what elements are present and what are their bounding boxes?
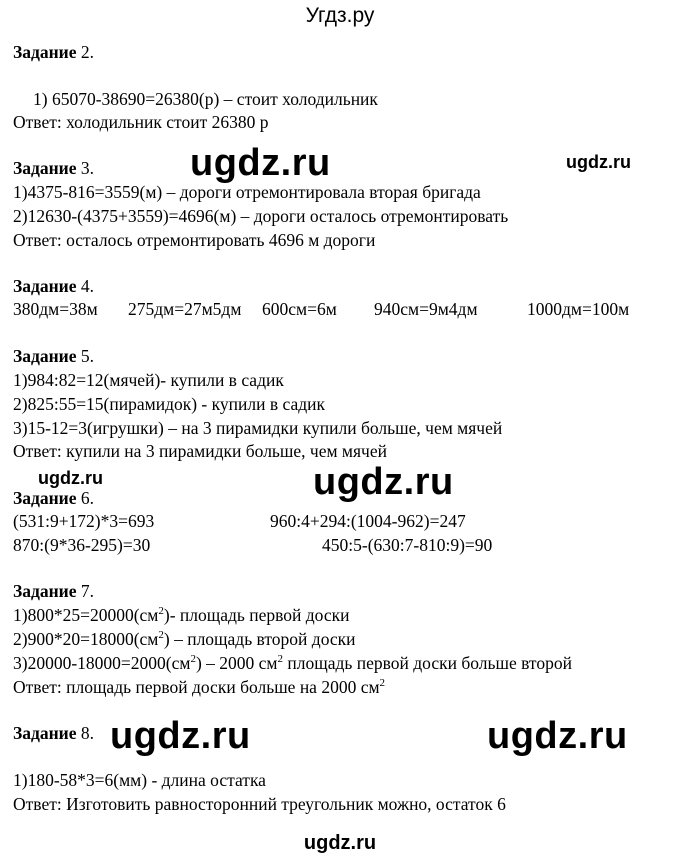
task6-expression-c: 870:(9*36-295)=30 [13,535,151,555]
task4-conversion-3: 600см=6м [262,299,337,319]
task6-expression-b: 960:4+294:(1004-962)=247 [270,511,466,531]
watermark-large: ugdz.ru [110,715,251,757]
task6-expression-a: (531:9+172)*3=693 [13,511,155,531]
task7-line3: $3)20000-18000=2000(см^2) - 2000$ $см^2$ площадь первой доски больше второй [13,653,572,673]
task-label: Задание [13,488,77,508]
task4-conversion-2: 275дм=27м5дм [128,299,242,319]
site-title: Угдз.ру [305,4,375,27]
task-number: 2. [76,42,95,62]
task-label: Задание [13,276,77,296]
task3-heading [13,158,94,178]
task5-answer: Ответ: купили на 3 пирамидки больше, чем мячей [13,441,387,461]
task4-conversion-4: 940см=9м4дм [374,299,478,319]
task-number: 6. [76,488,95,508]
task5-line2: 2)825:55=15(пирамидок) - купили в садик [13,394,326,414]
task-label: Задание [13,346,77,366]
task5-line1: 1)984:82=12(мячей)- купили в садик [13,370,284,390]
task3-line1: 1)4375-816=3559(м) – дороги отремонтировала вторая бригада [13,182,481,202]
watermark-large: ugdz.ru [190,142,331,184]
watermark-small: ugdz.ru [566,152,631,172]
task8-heading [13,723,94,743]
task7-answer: Ответ: площадь первой доски больше на 2000 $см^2$ [13,677,386,697]
task4-conversion-1: 380дм=38м [13,299,98,319]
task-label: Задание [13,42,77,62]
task-number: 3. [76,158,95,178]
task4-conversion-5: 1000дм=100м [527,299,630,319]
task2-line1: 1) 65070-38690=26380(р) – стоит холодильник [33,89,378,109]
task-label: Задание [13,158,77,178]
task7-line2: $2)900*20=18000(см^2)$ – площадь второй доски [13,629,356,649]
task-number: 4. [76,276,95,296]
task-number: 5. [76,346,95,366]
task6-heading [13,488,94,508]
task3-answer: Ответ: осталось отремонтировать 4696 м дороги [13,230,376,250]
task-number: 7. [76,581,95,601]
task8-answer: Ответ: Изготовить равносторонний треугольник можно, остаток 6 [13,794,506,814]
watermark-footer: ugdz.ru [303,832,377,854]
watermark-large: ugdz.ru [313,461,454,503]
task3-line2: 2)12630-(4375+3559)=4696(м) – дороги осталось отремонтировать [13,206,509,226]
task-label: Задание [13,581,77,601]
task8-line1: 1)180-58*3=6(мм) - длина остатка [13,770,266,790]
task2-heading [13,42,94,62]
task-number: 8. [76,723,95,743]
watermark-small: ugdz.ru [38,468,103,488]
task7-line1: $1)800*25=20000(см^2)-$ площадь первой доски [13,605,350,625]
task2-answer: Ответ: холодильник стоит 26380 р [13,112,269,132]
task5-heading [13,346,94,366]
watermark-large: ugdz.ru [487,715,628,757]
task-label: Задание [13,723,77,743]
task4-heading [13,276,94,296]
task5-line3: 3)15-12=3(игрушки) – на 3 пирамидки купили больше, чем мячей [13,418,503,438]
task6-expression-d: 450:5-(630:7-810:9)=90 [322,535,493,555]
task7-heading [13,581,94,601]
